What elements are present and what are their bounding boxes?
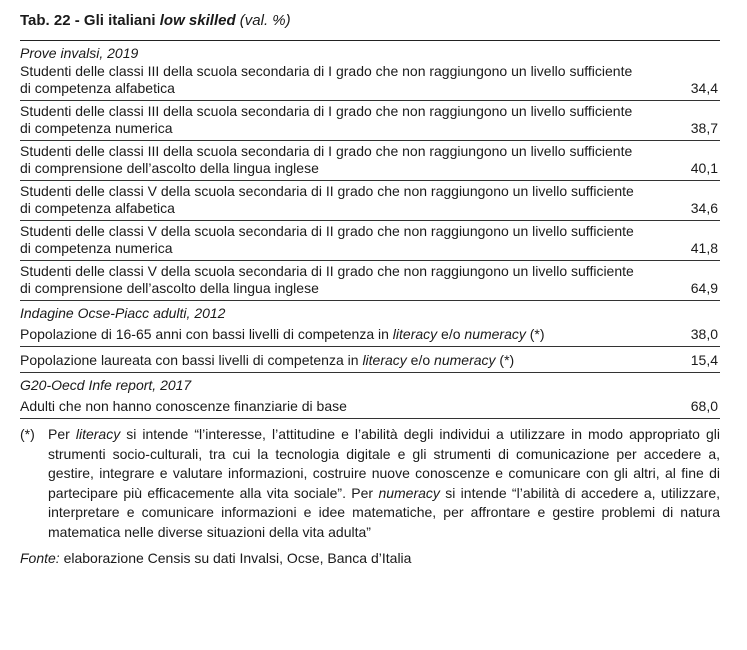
row-value: 64,9 bbox=[690, 280, 718, 296]
row-label-italic: literacy bbox=[362, 352, 407, 368]
table-row bbox=[20, 321, 720, 347]
table-row bbox=[20, 181, 720, 221]
row-label-italic: numeracy bbox=[464, 326, 526, 342]
row-value: 68,0 bbox=[690, 398, 718, 414]
table-row bbox=[20, 347, 720, 373]
row-label: Studenti delle classi V della scuola secondaria di II grado che non raggiungono un livello sufficiente di competenza numerica bbox=[20, 223, 634, 256]
source-line bbox=[20, 549, 720, 567]
footnote-italic: numeracy bbox=[378, 484, 440, 501]
table-row bbox=[20, 261, 720, 301]
row-value: 34,4 bbox=[690, 80, 718, 96]
row-value: 41,8 bbox=[690, 240, 718, 256]
footnote-text bbox=[48, 425, 720, 543]
footnote-italic: literacy bbox=[75, 426, 121, 442]
footnote bbox=[20, 425, 720, 543]
row-value: 15,4 bbox=[690, 352, 718, 368]
row-value: 34,6 bbox=[690, 200, 718, 216]
source-label: Fonte: bbox=[20, 549, 60, 566]
table-row bbox=[20, 221, 720, 261]
section-heading: Indagine Ocse-Piacc adulti, 2012 bbox=[20, 305, 226, 321]
row-label: Studenti delle classi III della scuola secondaria di I grado che non raggiungono un livello sufficiente di competenza numerica bbox=[20, 103, 633, 136]
row-label: Studenti delle classi V della scuola secondaria di II grado che non raggiungono un livello sufficiente di comprensione dell’ascolto della lingua inglese bbox=[20, 263, 634, 296]
footnote-part: Per bbox=[48, 426, 76, 442]
title-unit: (val. %) bbox=[235, 12, 291, 29]
row-value: 38,7 bbox=[690, 120, 718, 136]
table-title bbox=[20, 10, 720, 32]
source-text: elaborazione Censis su dati Invalsi, Ocse, Banca d’Italia bbox=[59, 549, 412, 566]
row-label: Studenti delle classi V della scuola secondaria di II grado che non raggiungono un livello sufficiente di competenza alfabetica bbox=[20, 183, 634, 216]
row-label-part: (*) bbox=[495, 352, 515, 368]
row-label-part: Popolazione laureata con bassi livelli di competenza in bbox=[20, 352, 363, 368]
title-prefix: Tab. 22 - Gli italiani bbox=[20, 12, 160, 29]
row-label-part: e/o bbox=[406, 352, 435, 368]
table-container bbox=[20, 10, 720, 567]
row-label: Studenti delle classi III della scuola secondaria di I grado che non raggiungono un livello sufficiente di competenza alfabetica bbox=[20, 63, 633, 96]
row-label: Studenti delle classi III della scuola secondaria di I grado che non raggiungono un livello sufficiente di comprensione dell’ascolto della lingua inglese bbox=[20, 143, 633, 176]
table-row bbox=[20, 393, 720, 419]
row-value: 40,1 bbox=[690, 160, 718, 176]
row-label-part: (*) bbox=[525, 326, 545, 342]
row-label: Adulti che non hanno conoscenze finanziarie di base bbox=[20, 398, 347, 414]
section-heading: Prove invalsi, 2019 bbox=[20, 45, 139, 61]
row-label bbox=[20, 326, 640, 343]
section-heading: G20-Oecd Infe report, 2017 bbox=[20, 377, 192, 393]
table-row bbox=[20, 101, 720, 141]
title-italic: low skilled bbox=[159, 12, 236, 29]
row-value: 38,0 bbox=[690, 326, 718, 342]
table-row bbox=[20, 61, 720, 101]
table-row bbox=[20, 141, 720, 181]
row-label-part: e/o bbox=[437, 326, 465, 342]
footnote-part: si intende “l’interesse, l’attitudine e l’abilità degli individui a utilizzare in modo appropriato gli strumenti socio-culturali, tra cui la tecnologia digitale e gli strumenti di comunicazione per accedere a, gestire, integrare e valutare informazioni, costruire nuove conoscenze e comunicare con gli altri, al fine di partecipare più efficacemente alla vita sociale”. Per bbox=[48, 426, 720, 501]
row-label bbox=[20, 352, 640, 369]
footnote-part: si intende “l’abilità di accedere a, utilizzare, interpretare e comunicare informazioni e idee matematiche, per affrontare e gestire problemi di natura matematica nelle diverse situazioni della vita adulta” bbox=[48, 484, 721, 540]
footnote-mark: (*) bbox=[20, 426, 35, 442]
row-label-part: Popolazione di 16-65 anni con bassi livelli di competenza in bbox=[20, 326, 393, 342]
row-label-italic: literacy bbox=[392, 326, 438, 342]
row-label-italic: numeracy bbox=[434, 352, 496, 368]
